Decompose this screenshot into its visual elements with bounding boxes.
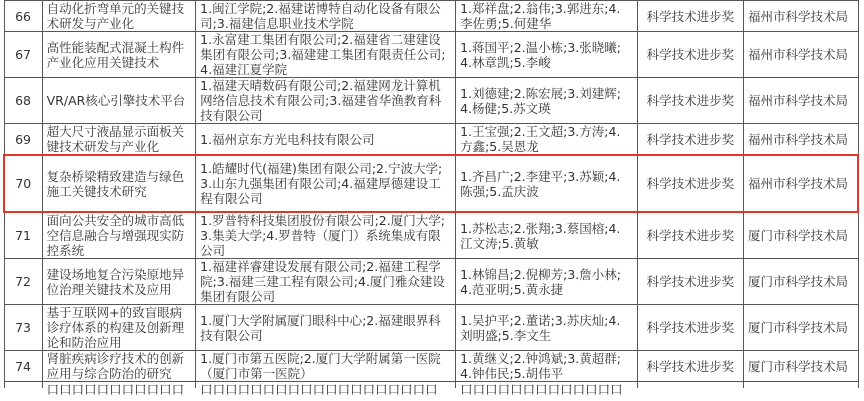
- cell-awarding-bureau: [744, 382, 858, 389]
- cell-award-name: 科学技术进步奖: [637, 305, 743, 351]
- cell-award-name: [637, 382, 743, 389]
- cell-rank-number: 71: [4, 212, 42, 259]
- cell-awarding-bureau: 福州市科学技术局: [744, 1, 858, 32]
- table-row-partial: [4, 382, 858, 389]
- cell-rank-number: 73: [4, 305, 42, 351]
- cell-awarding-bureau: 厦门市科学技术局: [744, 212, 858, 259]
- award-table-partial: [4, 382, 858, 397]
- cell-awarding-bureau: 福州市科学技术局: [744, 124, 858, 156]
- cell-award-name: 科学技术进步奖: [637, 78, 743, 124]
- cell-organizations: 1.厦门市第五医院;2.厦门大学附属第一医院（厦门市第一医院）: [196, 351, 456, 382]
- cell-people: 1.蒋国平;2.温小栋;3.张晓曦;4.林章凯;5.李峻: [456, 32, 638, 78]
- cell-project-title: 自动化折弯单元的关键技术研发与产业化: [42, 1, 196, 32]
- cell-rank-number: 70: [4, 155, 42, 212]
- cell-project-title: 超大尺寸液晶显示面板关键技术研发与产业化: [42, 124, 196, 156]
- cell-project-title: 基于互联网+的致盲眼病诊疗体系的构建及创新理论和防治应用: [42, 305, 196, 351]
- cell-rank-number: 66: [4, 1, 42, 32]
- cell-people: 1.林锦昌;2.倪柳芳;3.詹小林;4.范亚明;5.黄永捷: [456, 259, 638, 305]
- cell-award-name: 科学技术进步奖: [637, 155, 743, 212]
- cell-organizations: 1.厦门大学附属厦门眼科中心;2.福建眼界科技有限公司: [196, 305, 456, 351]
- table-row: [4, 259, 858, 305]
- table-row: [4, 1, 858, 32]
- cell-rank-number: 67: [4, 32, 42, 78]
- clipped-text-fragment: 口口口口口口口口口口口口口: [460, 382, 623, 397]
- table-row: [4, 212, 858, 259]
- cell-project-title: VR/AR核心引擎技术平台: [42, 78, 196, 124]
- table-row: [4, 32, 858, 78]
- cell-people: 1.苏松志;2.张翔;3.蔡国榕;4.江文涛;5.黄敏: [456, 212, 638, 259]
- award-table-body: [4, 1, 858, 382]
- cell-rank-number: [4, 382, 42, 389]
- cell-rank-number: 72: [4, 259, 42, 305]
- cell-people: 1.齐昌广;2.李建平;3.苏颖;4.陈强;5.孟庆波: [456, 155, 638, 212]
- cell-project-title: 高性能装配式混凝土构件产业化应用关键技术: [42, 32, 196, 78]
- cell-organizations: 1.福建天晴数码有限公司;2.福建网龙计算机网络信息技术有限公司;3.福建省华渔教育科技有限公司: [196, 78, 456, 124]
- cell-rank-number: 69: [4, 124, 42, 156]
- cell-organizations: [196, 382, 456, 397]
- cell-rank-number: 68: [4, 78, 42, 124]
- award-table: [3, 0, 859, 397]
- table-row: [4, 124, 858, 156]
- cell-awarding-bureau: 福州市科学技术局: [744, 155, 858, 212]
- table-row: [4, 155, 858, 212]
- cell-people: 1.王宝强;2.王文超;3.方涛;4.方鑫;5.吴恩龙: [456, 124, 638, 156]
- cell-organizations: 1.罗普特科技集团股份有限公司;2.厦门大学;3.集美大学;4.罗普特（厦门）系统集成有限公司: [196, 212, 456, 259]
- cell-awarding-bureau: 福州市科学技术局: [744, 78, 858, 124]
- cell-award-name: 科学技术进步奖: [637, 1, 743, 32]
- cell-award-name: 科学技术进步奖: [637, 259, 743, 305]
- cell-awarding-bureau: 厦门市科学技术局: [744, 305, 858, 351]
- cell-people: 1.郑祥盘;2.翁伟;3.郭进东;4.李佐勇;5.何建华: [456, 1, 638, 32]
- clipped-text-fragment: 口口口口口口口口口口口口口口口口口口口: [200, 382, 438, 397]
- cell-awarding-bureau: 厦门市科学技术局: [744, 259, 858, 305]
- cell-award-name: 科学技术进步奖: [637, 351, 743, 382]
- cell-project-title: 面向公共安全的城市高低空信息融合与增强现实防控系统: [42, 212, 196, 259]
- cell-project-title: 复杂桥梁精致建造与绿色施工关键技术研究: [42, 155, 196, 212]
- cell-people: [456, 382, 638, 397]
- cell-people: 1.吴护平;2.董诺;3.苏庆灿;4.刘明盛;5.李文生: [456, 305, 638, 351]
- cell-award-name: 科学技术进步奖: [637, 32, 743, 78]
- cell-project-title: 肾脏疾病诊疗技术的创新应用与综合防治的研究: [42, 351, 196, 382]
- cell-rank-number: 74: [4, 351, 42, 382]
- cell-organizations: 1.闽江学院;2.福建诺博特自动化设备有限公司;3.福建信息职业技术学院: [196, 1, 456, 32]
- table-row: [4, 351, 858, 382]
- cell-award-name: 科学技术进步奖: [637, 124, 743, 156]
- cell-awarding-bureau: 厦门市科学技术局: [744, 351, 858, 382]
- cell-people: 1.刘德建;2.陈宏展;3.刘建辉;4.杨健;5.苏文瑛: [456, 78, 638, 124]
- table-row: [4, 305, 858, 351]
- cell-award-name: 科学技术进步奖: [637, 212, 743, 259]
- cell-organizations: 1.皓耀时代(福建)集团有限公司;2.宁波大学;3.山东九强集团有限公司;4.福建厚德建设工程有限公司: [196, 155, 456, 212]
- cell-people: 1.黄继义;2.钟鸿斌;3.黄超群;4.钟伟民;5.胡伟平: [456, 351, 638, 382]
- clipped-text-fragment: 口口口口口口口口口口口: [46, 382, 185, 397]
- cell-awarding-bureau: 福州市科学技术局: [744, 32, 858, 78]
- cell-organizations: 1.福州京东方光电科技有限公司: [196, 124, 456, 156]
- cell-organizations: 1.福建祥睿建设发展有限公司;2.福建工程学院;3.福建三建工程有限公司;4.厦门雅众建设集团有限公司: [196, 259, 456, 305]
- table-row: [4, 78, 858, 124]
- cell-organizations: 1.永富建工集团有限公司;2.福建省二建建设集团有限公司;3.福建建工集团有限责任公司;4.福建江夏学院: [196, 32, 456, 78]
- cell-project-title: [42, 382, 196, 397]
- cell-project-title: 建设场地复合污染原地异位治理关键技术及应用: [42, 259, 196, 305]
